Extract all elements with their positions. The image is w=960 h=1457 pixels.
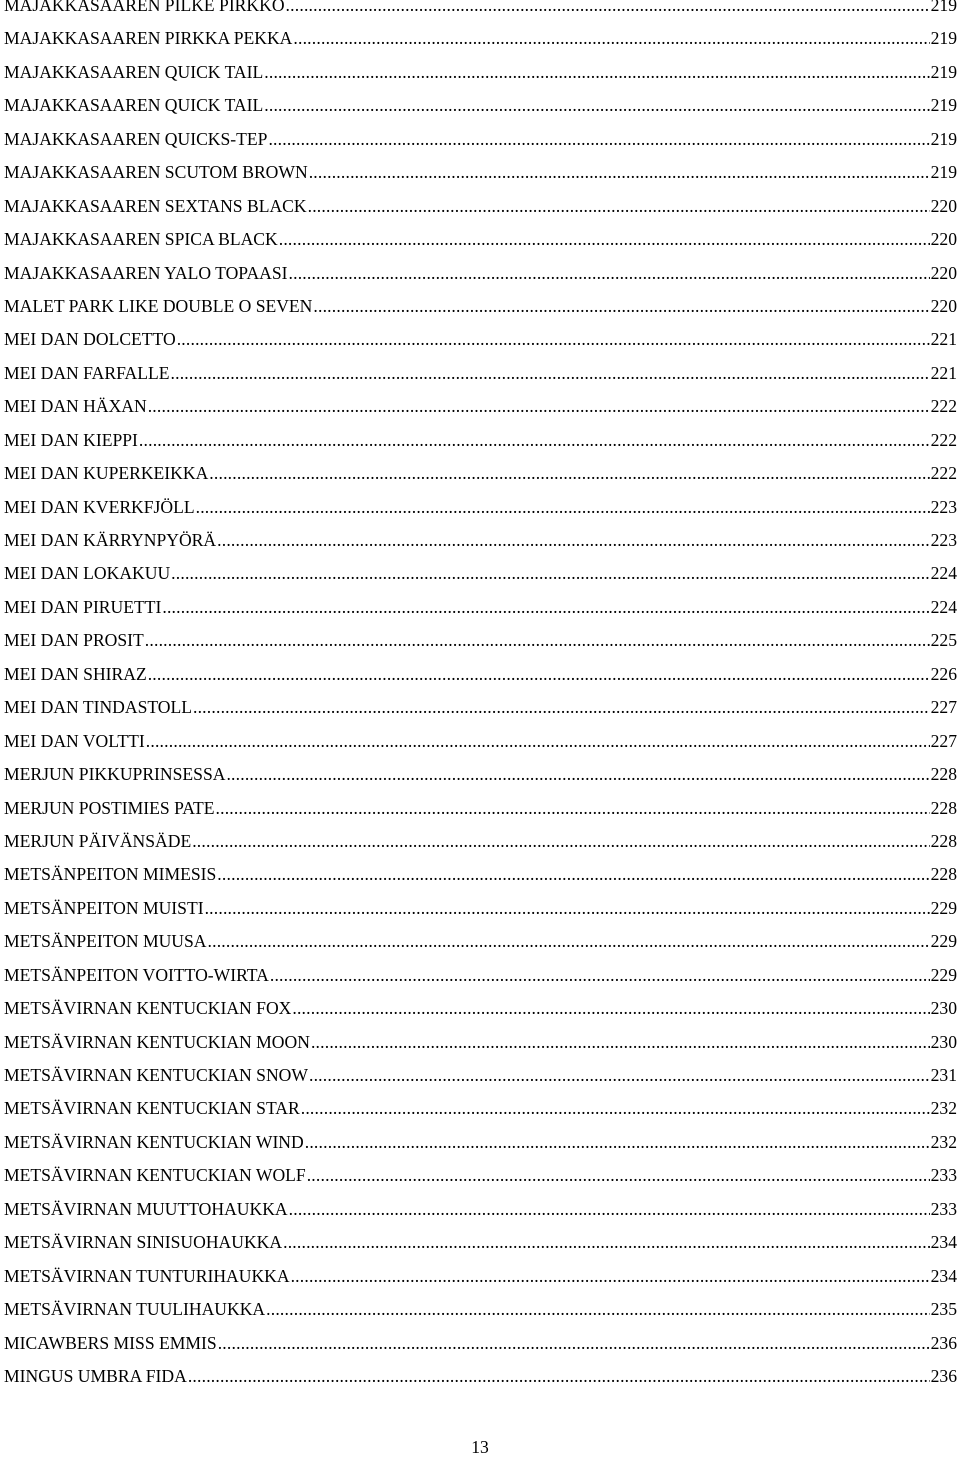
dot-leader	[268, 123, 929, 156]
dot-leader	[139, 424, 930, 457]
dot-leader	[286, 0, 930, 22]
dot-leader	[217, 524, 929, 557]
toc-entry-page: 219	[930, 28, 957, 49]
toc-entry[interactable]	[4, 1293, 957, 1326]
toc-entry-name: MALET PARK LIKE DOUBLE O SEVEN	[4, 295, 313, 316]
toc-entry-name: MAJAKKASAAREN PIRKKA PEKKA	[4, 28, 293, 49]
toc-entry-name: MEI DAN FARFALLE	[4, 362, 170, 383]
dot-leader	[148, 390, 930, 423]
table-of-contents	[4, 0, 957, 1393]
toc-entry-page: 232	[930, 1131, 957, 1152]
toc-entry[interactable]	[4, 1059, 957, 1092]
toc-entry[interactable]	[4, 959, 957, 992]
dot-leader	[283, 1226, 930, 1259]
dot-leader	[289, 257, 930, 290]
toc-entry[interactable]	[4, 1126, 957, 1159]
dot-leader	[196, 491, 930, 524]
dot-leader	[209, 457, 929, 490]
toc-entry-name: MAJAKKASAAREN QUICKS-TEP	[4, 128, 268, 149]
dot-leader	[308, 190, 930, 223]
toc-entry[interactable]	[4, 190, 957, 223]
dot-leader	[313, 290, 929, 323]
toc-entry-page: 219	[930, 128, 957, 149]
toc-entry-page: 230	[930, 1031, 957, 1052]
toc-entry-name: MEI DAN DOLCETTO	[4, 329, 176, 350]
toc-entry[interactable]	[4, 758, 957, 791]
toc-entry[interactable]	[4, 22, 957, 55]
dot-leader	[218, 1327, 930, 1360]
toc-entry-page: 225	[930, 630, 957, 651]
toc-entry-page: 234	[930, 1232, 957, 1253]
toc-entry-page: 221	[930, 329, 957, 350]
toc-entry-page: 230	[930, 998, 957, 1019]
toc-entry-name: MAJAKKASAAREN QUICK TAIL	[4, 95, 264, 116]
dot-leader	[146, 725, 930, 758]
toc-entry-name: MAJAKKASAAREN SCUTOM BROWN	[4, 162, 308, 183]
toc-entry[interactable]	[4, 357, 957, 390]
toc-entry[interactable]	[4, 1327, 957, 1360]
toc-entry-name: METSÄVIRNAN KENTUCKIAN SNOW	[4, 1065, 308, 1085]
toc-entry-page: 224	[930, 563, 957, 584]
toc-entry-name: MEI DAN HÄXAN	[4, 396, 147, 417]
dot-leader	[301, 1092, 930, 1125]
dot-leader	[305, 1126, 930, 1159]
toc-entry-name: METSÄVIRNAN SINISUOHAUKKA	[4, 1232, 283, 1253]
toc-entry[interactable]	[4, 557, 957, 590]
toc-entry-page: 233	[930, 1198, 957, 1219]
toc-entry[interactable]	[4, 323, 957, 356]
toc-entry-name: MERJUN PIKKUPRINSESSA	[4, 764, 226, 785]
toc-entry-page: 219	[930, 0, 957, 15]
toc-entry-page: 222	[930, 429, 957, 450]
toc-entry-name: METSÄNPEITON MUUSA	[4, 931, 207, 952]
page-number: 13	[471, 1437, 489, 1457]
toc-entry-name: MEI DAN SHIRAZ	[4, 663, 147, 684]
toc-entry[interactable]	[4, 89, 957, 122]
toc-entry[interactable]	[4, 892, 957, 925]
toc-entry-name: METSÄVIRNAN KENTUCKIAN MOON	[4, 1031, 310, 1052]
toc-entry-page: 228	[930, 864, 957, 885]
toc-entry-name: METSÄVIRNAN KENTUCKIAN FOX	[4, 998, 292, 1019]
toc-entry[interactable]	[4, 457, 957, 490]
toc-entry[interactable]	[4, 1226, 957, 1259]
toc-entry-name: METSÄVIRNAN KENTUCKIAN WIND	[4, 1131, 304, 1152]
toc-entry[interactable]	[4, 858, 957, 891]
toc-entry-name: MEI DAN KIEPPI	[4, 429, 138, 450]
toc-entry-page: 223	[930, 496, 957, 517]
toc-entry[interactable]	[4, 290, 957, 323]
toc-entry-page: 227	[930, 730, 957, 751]
toc-entry-name: MEI DAN KUPERKEIKKA	[4, 463, 209, 484]
dot-leader	[289, 1193, 930, 1226]
toc-entry-name: METSÄNPEITON MIMESIS	[4, 864, 217, 885]
dot-leader	[307, 1159, 930, 1192]
toc-entry-name: METSÄVIRNAN KENTUCKIAN WOLF	[4, 1165, 306, 1186]
toc-entry-page: 228	[930, 830, 957, 851]
toc-entry[interactable]	[4, 1092, 957, 1125]
dot-leader	[226, 758, 929, 791]
dot-leader	[205, 892, 930, 925]
dot-leader	[309, 1059, 930, 1092]
toc-entry-name: MAJAKKASAAREN SPICA BLACK	[4, 229, 278, 250]
toc-entry-page: 221	[930, 362, 957, 383]
dot-leader	[145, 624, 930, 657]
toc-entry[interactable]	[4, 691, 957, 724]
toc-entry-name: MAJAKKASAAREN QUICK TAIL	[4, 61, 264, 82]
dot-leader	[148, 658, 930, 691]
toc-entry-page: 229	[930, 931, 957, 952]
dot-leader	[217, 858, 929, 891]
toc-entry-name: MICAWBERS MISS EMMIS	[4, 1332, 217, 1353]
toc-entry-page: 222	[930, 396, 957, 417]
dot-leader	[270, 959, 930, 992]
toc-entry[interactable]	[4, 1193, 957, 1226]
toc-entry-name: MEI DAN VOLTTI	[4, 730, 145, 751]
toc-entry[interactable]	[4, 56, 957, 89]
toc-entry-page: 220	[930, 295, 957, 316]
dot-leader	[311, 1026, 930, 1059]
toc-entry-name: MINGUS UMBRA FIDA	[4, 1365, 187, 1386]
toc-entry-page: 226	[930, 663, 957, 684]
toc-entry[interactable]	[4, 1260, 957, 1293]
toc-entry-page: 235	[930, 1299, 957, 1320]
dot-leader	[291, 1260, 930, 1293]
toc-entry-name: MAJAKKASAAREN PILKE PIRKKO	[4, 0, 285, 15]
toc-entry-name: MEI DAN KÄRRYNPYÖRÄ	[4, 530, 217, 550]
toc-entry[interactable]	[4, 925, 957, 958]
toc-entry[interactable]	[4, 156, 957, 189]
toc-entry[interactable]	[4, 0, 957, 22]
dot-leader	[264, 56, 929, 89]
toc-entry-page: 219	[930, 162, 957, 183]
toc-entry-name: MEI DAN PIRUETTI	[4, 596, 162, 617]
dot-leader	[177, 323, 930, 356]
toc-entry-page: 232	[930, 1098, 957, 1119]
toc-entry-page: 220	[930, 262, 957, 283]
toc-entry[interactable]	[4, 257, 957, 290]
toc-entry-page: 220	[930, 229, 957, 250]
dot-leader	[171, 557, 929, 590]
dot-leader	[208, 925, 930, 958]
toc-entry[interactable]	[4, 1026, 957, 1059]
toc-entry-name: MERJUN POSTIMIES PATE	[4, 797, 215, 818]
toc-entry[interactable]	[4, 424, 957, 457]
toc-entry[interactable]	[4, 591, 957, 624]
toc-entry-page: 229	[930, 964, 957, 985]
toc-entry-name: METSÄVIRNAN TUNTURIHAUKKA	[4, 1265, 290, 1286]
toc-entry[interactable]	[4, 658, 957, 691]
toc-entry[interactable]	[4, 1159, 957, 1192]
toc-entry-page: 223	[930, 530, 957, 550]
dot-leader	[264, 89, 929, 122]
toc-entry-page: 227	[930, 697, 957, 718]
dot-leader	[192, 825, 929, 858]
toc-entry[interactable]	[4, 992, 957, 1025]
toc-entry[interactable]	[4, 825, 957, 858]
toc-entry[interactable]	[4, 524, 957, 557]
dot-leader	[293, 22, 929, 55]
toc-entry[interactable]	[4, 491, 957, 524]
toc-entry-page: 233	[930, 1165, 957, 1186]
toc-entry-page: 236	[930, 1365, 957, 1386]
dot-leader	[292, 992, 929, 1025]
toc-entry-name: METSÄVIRNAN KENTUCKIAN STAR	[4, 1098, 300, 1119]
toc-entry-page: 219	[930, 95, 957, 116]
dot-leader	[162, 591, 929, 624]
toc-entry-page: 222	[930, 463, 957, 484]
toc-entry[interactable]	[4, 1360, 957, 1393]
toc-entry-name: METSÄVIRNAN MUUTTOHAUKKA	[4, 1198, 288, 1219]
dot-leader	[171, 357, 930, 390]
toc-entry-name: MAJAKKASAAREN YALO TOPAASI	[4, 262, 288, 283]
toc-entry-page: 228	[930, 797, 957, 818]
toc-entry-name: MAJAKKASAAREN SEXTANS BLACK	[4, 195, 307, 216]
toc-entry-name: MEI DAN PROSIT	[4, 630, 144, 651]
toc-entry-name: MEI DAN KVERKFJÖLL	[4, 496, 195, 517]
toc-entry-page: 220	[930, 195, 957, 216]
toc-entry[interactable]	[4, 123, 957, 156]
toc-entry-page: 219	[930, 61, 957, 82]
toc-entry[interactable]	[4, 725, 957, 758]
toc-entry-page: 231	[930, 1065, 957, 1085]
dot-leader	[188, 1360, 930, 1393]
toc-entry-name: METSÄVIRNAN TUULIHAUKKA	[4, 1299, 266, 1320]
toc-entry-page: 234	[930, 1265, 957, 1286]
toc-entry-page: 224	[930, 596, 957, 617]
toc-entry-name: METSÄNPEITON VOITTO-WIRTA	[4, 964, 269, 985]
toc-entry-name: METSÄNPEITON MUISTI	[4, 897, 204, 918]
toc-entry[interactable]	[4, 624, 957, 657]
dot-leader	[279, 223, 930, 256]
toc-entry-page: 236	[930, 1332, 957, 1353]
dot-leader	[216, 792, 930, 825]
toc-entry[interactable]	[4, 792, 957, 825]
dot-leader	[193, 691, 930, 724]
toc-entry[interactable]	[4, 223, 957, 256]
toc-entry-name: MERJUN PÄIVÄNSÄDE	[4, 830, 192, 851]
dot-leader	[266, 1293, 929, 1326]
dot-leader	[309, 156, 930, 189]
toc-entry-page: 229	[930, 897, 957, 918]
toc-entry[interactable]	[4, 390, 957, 423]
toc-entry-name: MEI DAN TINDASTOLL	[4, 697, 192, 718]
toc-entry-page: 228	[930, 764, 957, 785]
toc-entry-name: MEI DAN LOKAKUU	[4, 563, 171, 584]
